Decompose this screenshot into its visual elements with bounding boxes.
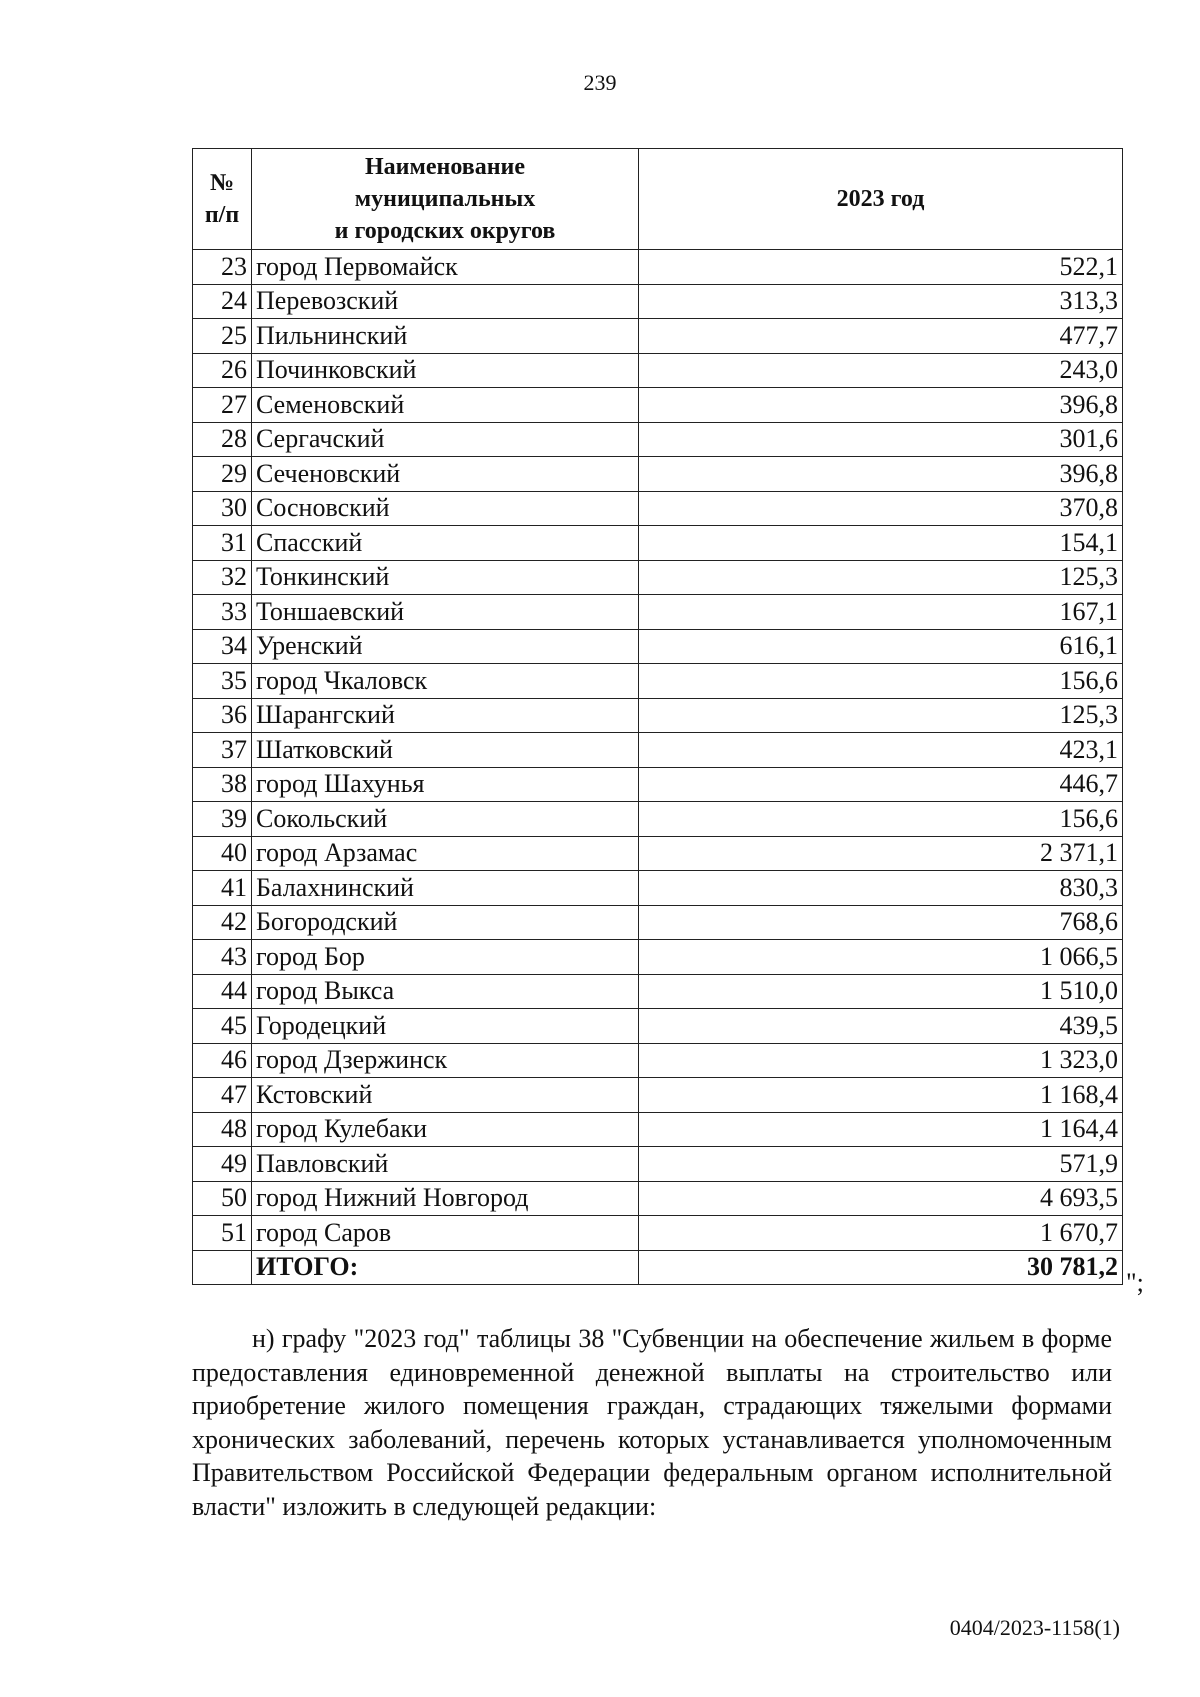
row-value: 125,3 — [639, 560, 1123, 595]
row-number: 36 — [193, 698, 252, 733]
table-row — [193, 1147, 1123, 1182]
document-code: 0404/2023-1158(1) — [949, 1615, 1120, 1640]
row-value: 423,1 — [639, 733, 1123, 768]
table-row — [193, 664, 1123, 699]
row-value: 313,3 — [639, 284, 1123, 319]
row-number: 25 — [193, 319, 252, 354]
row-name: город Саров — [252, 1216, 639, 1251]
row-name: город Бор — [252, 940, 639, 975]
row-number: 37 — [193, 733, 252, 768]
table-row — [193, 836, 1123, 871]
table-row — [193, 1112, 1123, 1147]
row-number: 41 — [193, 871, 252, 906]
row-name: Пильнинский — [252, 319, 639, 354]
row-value: 1 066,5 — [639, 940, 1123, 975]
allocation-table — [192, 148, 1123, 1285]
header-number-line: № — [209, 170, 235, 196]
table-row — [193, 526, 1123, 561]
row-name: Тонкинский — [252, 560, 639, 595]
row-name: Городецкий — [252, 1009, 639, 1044]
table-row — [193, 284, 1123, 319]
row-number: 30 — [193, 491, 252, 526]
header-number-line: п/п — [204, 202, 240, 228]
row-name: Починковский — [252, 353, 639, 388]
table-header-row — [193, 149, 1123, 250]
row-name: Перевозский — [252, 284, 639, 319]
row-value: 370,8 — [639, 491, 1123, 526]
row-number: 31 — [193, 526, 252, 561]
row-value: 439,5 — [639, 1009, 1123, 1044]
row-value: 156,6 — [639, 802, 1123, 837]
row-name: Спасский — [252, 526, 639, 561]
row-value: 167,1 — [639, 595, 1123, 630]
table-row — [193, 250, 1123, 285]
row-number: 42 — [193, 905, 252, 940]
row-number: 28 — [193, 422, 252, 457]
row-name: Балахнинский — [252, 871, 639, 906]
table-row — [193, 767, 1123, 802]
row-name: город Дзержинск — [252, 1043, 639, 1078]
row-number: 49 — [193, 1147, 252, 1182]
row-value: 768,6 — [639, 905, 1123, 940]
row-value: 830,3 — [639, 871, 1123, 906]
row-number: 38 — [193, 767, 252, 802]
row-value: 1 168,4 — [639, 1078, 1123, 1113]
table-row — [193, 1181, 1123, 1216]
table-row — [193, 940, 1123, 975]
row-number: 35 — [193, 664, 252, 699]
row-number: 23 — [193, 250, 252, 285]
total-label: ИТОГО: — [252, 1250, 639, 1285]
row-value: 156,6 — [639, 664, 1123, 699]
total-row — [193, 1250, 1123, 1285]
table-body — [193, 250, 1123, 1251]
header-name-line: Наименование — [365, 154, 525, 180]
table-row — [193, 491, 1123, 526]
page-number: 239 — [583, 70, 617, 95]
row-value: 2 371,1 — [639, 836, 1123, 871]
header-name-line: и городских округов — [334, 218, 556, 244]
row-name: Сосновский — [252, 491, 639, 526]
row-value: 522,1 — [639, 250, 1123, 285]
row-name: город Шахунья — [252, 767, 639, 802]
row-name: город Выкса — [252, 974, 639, 1009]
row-number: 45 — [193, 1009, 252, 1044]
row-number: 46 — [193, 1043, 252, 1078]
row-value: 125,3 — [639, 698, 1123, 733]
table-row — [193, 388, 1123, 423]
row-name: Сеченовский — [252, 457, 639, 492]
row-value: 243,0 — [639, 353, 1123, 388]
row-name: город Первомайск — [252, 250, 639, 285]
row-name: Тоншаевский — [252, 595, 639, 630]
row-value: 4 693,5 — [639, 1181, 1123, 1216]
header-number — [193, 149, 252, 250]
row-value: 154,1 — [639, 526, 1123, 561]
row-number: 51 — [193, 1216, 252, 1251]
row-number: 44 — [193, 974, 252, 1009]
row-name: Кстовский — [252, 1078, 639, 1113]
table-row — [193, 733, 1123, 768]
row-name: Шарангский — [252, 698, 639, 733]
row-name: город Кулебаки — [252, 1112, 639, 1147]
total-value: 30 781,2 — [639, 1250, 1123, 1285]
table-row — [193, 802, 1123, 837]
row-name: Шатковский — [252, 733, 639, 768]
row-value: 1 510,0 — [639, 974, 1123, 1009]
row-name: Сокольский — [252, 802, 639, 837]
header-name — [252, 149, 639, 250]
row-value: 301,6 — [639, 422, 1123, 457]
row-value: 477,7 — [639, 319, 1123, 354]
row-name: Богородский — [252, 905, 639, 940]
row-number: 33 — [193, 595, 252, 630]
table-row — [193, 353, 1123, 388]
row-name: Сергачский — [252, 422, 639, 457]
row-name: Уренский — [252, 629, 639, 664]
closing-quote: "; — [1126, 1268, 1144, 1297]
header-name-line: муниципальных — [354, 186, 536, 212]
allocation-table-wrapper — [192, 148, 1122, 1285]
table-row — [193, 974, 1123, 1009]
row-number: 39 — [193, 802, 252, 837]
row-number: 34 — [193, 629, 252, 664]
row-name: Павловский — [252, 1147, 639, 1182]
row-number: 50 — [193, 1181, 252, 1216]
table-row — [193, 1216, 1123, 1251]
row-number: 32 — [193, 560, 252, 595]
row-number: 29 — [193, 457, 252, 492]
row-name: город Нижний Новгород — [252, 1181, 639, 1216]
row-number: 43 — [193, 940, 252, 975]
table-row — [193, 905, 1123, 940]
row-value: 616,1 — [639, 629, 1123, 664]
header-year: 2023 год — [639, 149, 1123, 250]
row-name: Семеновский — [252, 388, 639, 423]
table-row — [193, 698, 1123, 733]
table-row — [193, 1078, 1123, 1113]
table-row — [193, 560, 1123, 595]
row-number: 24 — [193, 284, 252, 319]
row-number: 27 — [193, 388, 252, 423]
row-value: 571,9 — [639, 1147, 1123, 1182]
table-row — [193, 871, 1123, 906]
row-number: 47 — [193, 1078, 252, 1113]
table-row — [193, 629, 1123, 664]
table-row — [193, 457, 1123, 492]
table-row — [193, 422, 1123, 457]
row-name: город Чкаловск — [252, 664, 639, 699]
table-row — [193, 595, 1123, 630]
row-value: 1 323,0 — [639, 1043, 1123, 1078]
row-value: 396,8 — [639, 388, 1123, 423]
row-value: 1 164,4 — [639, 1112, 1123, 1147]
row-value: 446,7 — [639, 767, 1123, 802]
table-row — [193, 1043, 1123, 1078]
row-number: 26 — [193, 353, 252, 388]
row-value: 1 670,7 — [639, 1216, 1123, 1251]
row-number: 40 — [193, 836, 252, 871]
table-row — [193, 1009, 1123, 1044]
total-number-cell — [193, 1250, 252, 1285]
row-value: 396,8 — [639, 457, 1123, 492]
row-name: город Арзамас — [252, 836, 639, 871]
amendment-paragraph: н) графу "2023 год" таблицы 38 "Субвенции на обеспечение жильем в форме предоставления единовременной денежной выплаты на строительство или приобретение жилого помещения граждан, страдающих тяжелыми формами хронических заболеваний, перечень которых устанавливается уполномоченным Правительством Российской Федерации федеральным органом исполнительной власти" изложить в следующей редакции: — [192, 1324, 1112, 1521]
table-row — [193, 319, 1123, 354]
row-number: 48 — [193, 1112, 252, 1147]
